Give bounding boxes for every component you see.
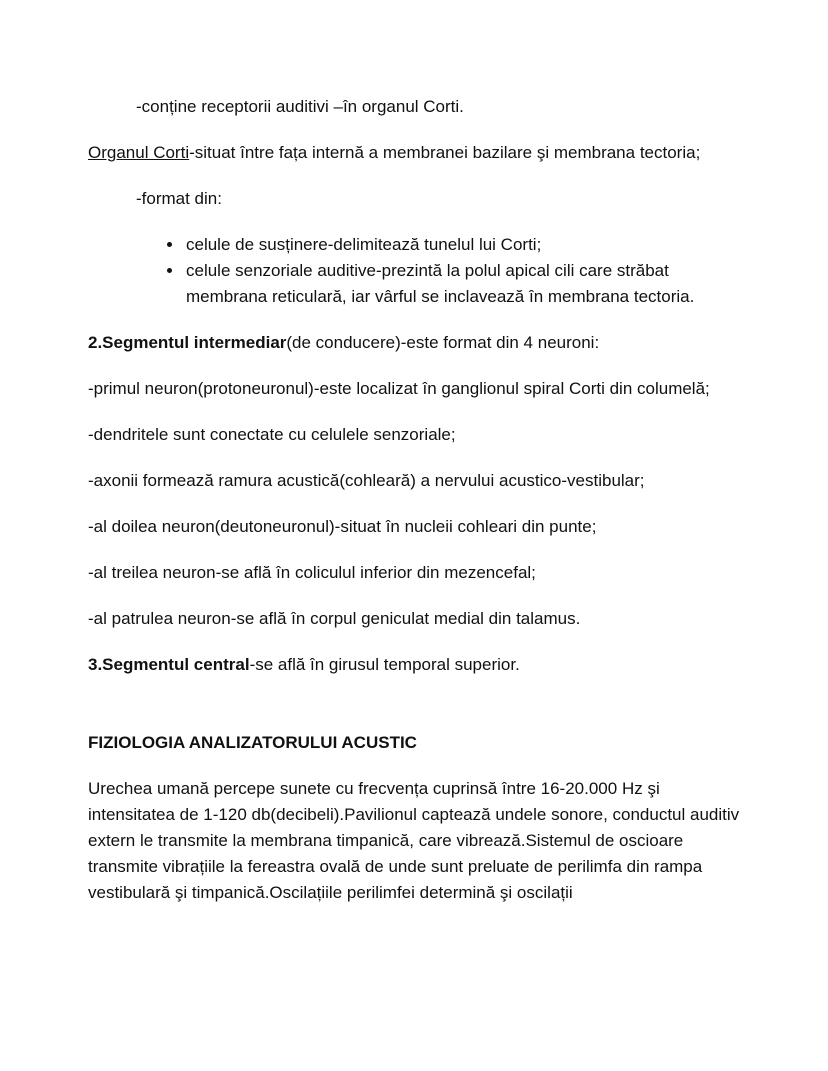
physiology-heading: FIZIOLOGIA ANALIZATORULUI ACUSTIC (88, 733, 417, 752)
paragraph-segment-intermediar (88, 330, 740, 356)
paragraph-organ-corti (88, 140, 740, 166)
line-receptors: -conține receptorii auditivi –în organul Corti. (136, 97, 464, 116)
list-item: • celule de susținere-delimitează tunelul lui Corti; (184, 232, 740, 258)
segment-central-rest: -se află în girusul temporal superior. (249, 655, 520, 674)
segment-intermediar-term: 2.Segmentul intermediar (88, 333, 287, 352)
segment-central-term: 3.Segmentul central (88, 655, 250, 674)
paragraph-neuron-2: -dendritele sunt conectate cu celulele senzoriale; (88, 425, 456, 444)
physiology-paragraph: Urechea umană percepe sunete cu frecvența cuprinsă între 16-20.000 Hz şi intensitatea de 1-120 db(decibeli).Pavilionul captează undele sonore, conductul auditiv extern le transmite la membrana timpanică, care vibrează.Sistemul de oscioare transmite vibrațiile la fereastra ovală de unde sunt preluate de perilimfa din rampa vestibulară şi timpanică.Oscilațiile perilimfei determină şi oscilații (88, 779, 740, 902)
paragraph-neuron-6: -al patrulea neuron-se află în corpul geniculat medial din talamus. (88, 609, 581, 628)
segment-intermediar-rest: (de conducere)-este format din 4 neuroni: (286, 333, 600, 352)
organ-corti-term: Organul Corti (88, 143, 190, 162)
list-item: • celule senzoriale auditive-prezintă la polul apical cili care străbat membrana reticulară, iar vârful se inclavează în membrana tectoria. (184, 258, 740, 310)
paragraph-neuron-5: -al treilea neuron-se află în coliculul inferior din mezencefal; (88, 563, 536, 582)
paragraph-segment-central (88, 652, 740, 678)
organ-corti-rest: -situat între fața internă a membranei bazilare şi membrana tectoria; (189, 143, 701, 162)
paragraph-neuron-4: -al doilea neuron(deutoneuronul)-situat în nucleii cohleari din punte; (88, 517, 597, 536)
paragraph-neuron-1: -primul neuron(protoneuronul)-este localizat în ganglionul spiral Corti din columelă; (88, 379, 710, 398)
line-format-din: -format din: (136, 189, 222, 208)
paragraph-neuron-3: -axonii formează ramura acustică(cohleară) a nervului acustico-vestibular; (88, 471, 645, 490)
corti-components-list (88, 232, 740, 310)
